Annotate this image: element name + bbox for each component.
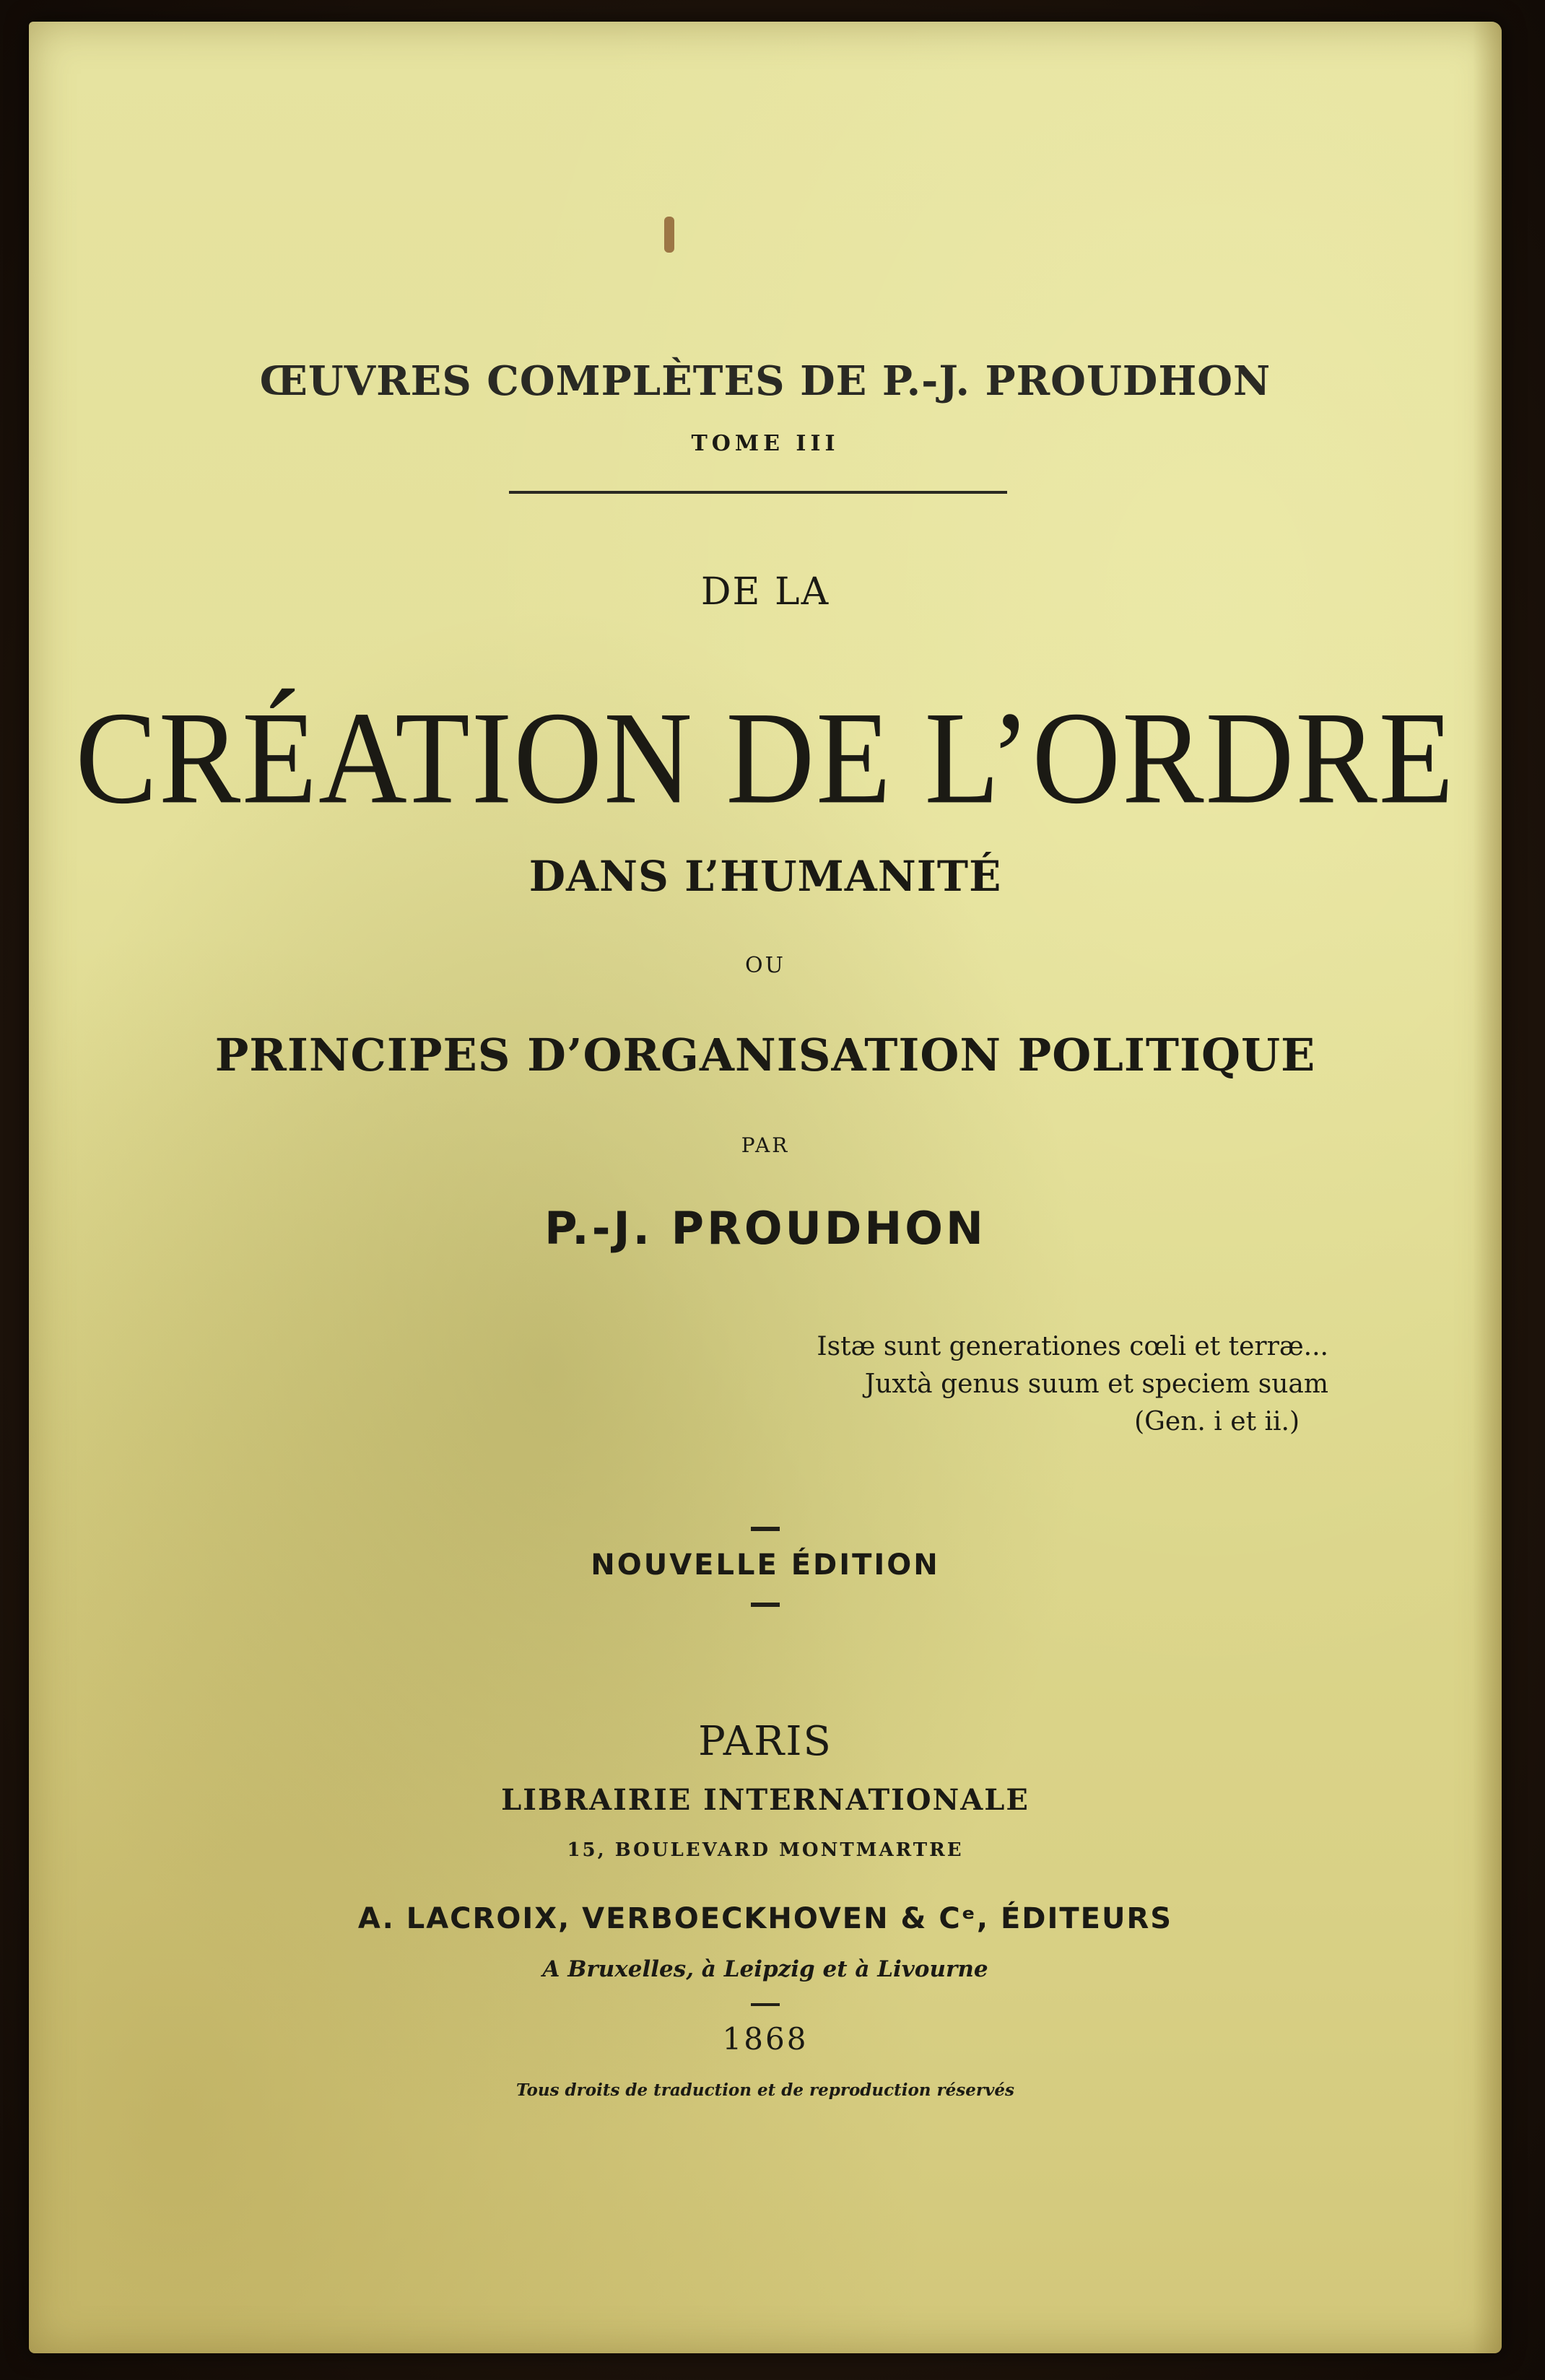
- epigraph-line-2: Juxtà genus suum et speciem suam: [864, 1369, 1328, 1399]
- author-name: P.-J. PROUDHON: [544, 1202, 986, 1255]
- volume-label: TOME III: [691, 431, 840, 456]
- conjunction-ou: OU: [745, 953, 785, 978]
- other-cities: A Bruxelles, à Leipzig et à Livourne: [542, 1956, 988, 1982]
- edition-dash-bottom: [751, 1603, 780, 1607]
- subtitle: DANS L’HUMANITÉ: [528, 852, 1002, 901]
- edition-label: NOUVELLE ÉDITION: [591, 1548, 940, 1582]
- edition-dash-top: [751, 1527, 780, 1531]
- publication-city: PARIS: [698, 1718, 832, 1765]
- title-prefix: DE LA: [700, 570, 830, 614]
- publication-year: 1868: [722, 2021, 809, 2057]
- rights-notice: Tous droits de traduction et de reproduction réservés: [516, 2080, 1014, 2100]
- title-rule: [509, 491, 1007, 494]
- editors-line: A. LACROIX, VERBOECKHOVEN & Cᵉ, ÉDITEURS: [357, 1902, 1173, 1935]
- publisher-address: 15, BOULEVARD MONTMARTRE: [567, 1839, 964, 1861]
- main-title: CRÉATION DE L’ORDRE: [75, 684, 1455, 832]
- year-dash: [751, 2003, 780, 2006]
- series-title: ŒUVRES COMPLÈTES DE P.-J. PROUDHON: [259, 357, 1271, 405]
- publisher-name: LIBRAIRIE INTERNATIONALE: [501, 1783, 1030, 1817]
- by-label: PAR: [741, 1133, 790, 1157]
- epigraph: [679, 1328, 1328, 1441]
- epigraph-citation: (Gen. i et ii.): [1134, 1407, 1300, 1437]
- book-cover: [29, 22, 1502, 2353]
- alternate-title: PRINCIPES D’ORGANISATION POLITIQUE: [214, 1029, 1316, 1081]
- paper-stain: [664, 217, 674, 253]
- epigraph-line-1: Istæ sunt generationes cœli et terræ...: [817, 1332, 1328, 1361]
